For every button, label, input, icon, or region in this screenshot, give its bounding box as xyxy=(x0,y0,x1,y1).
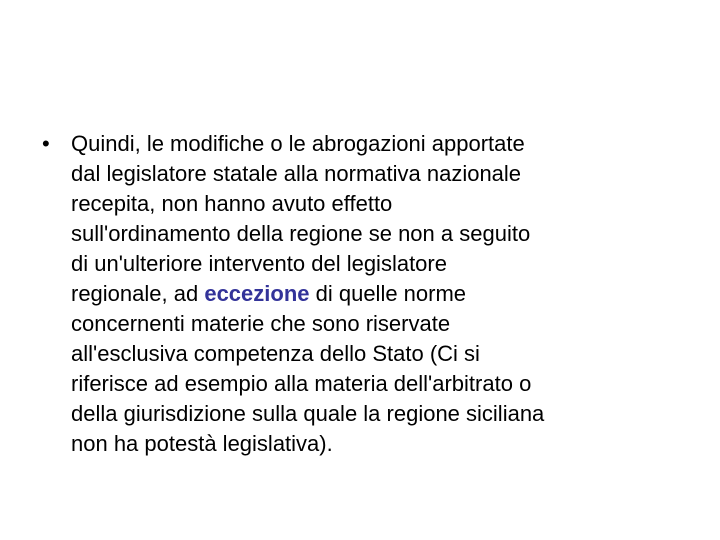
text-segment: di quelle norme xyxy=(309,281,467,306)
text-line: riferisce ad esempio alla materia dell'arbitrato o xyxy=(71,371,532,396)
bullet-icon: • xyxy=(42,131,50,156)
text-line: della giurisdizione sulla quale la regione siciliana xyxy=(71,401,545,426)
text-line: sull'ordinamento della regione se non a seguito xyxy=(71,221,531,246)
text-line: recepita, non hanno avuto effetto xyxy=(71,191,393,216)
text-line xyxy=(71,279,466,309)
highlighted-word: eccezione xyxy=(204,281,310,306)
text-line: di un'ulteriore intervento del legislatore xyxy=(71,251,447,276)
text-line: concernenti materie che sono riservate xyxy=(71,311,451,336)
text-line: Quindi, le modifiche o le abrogazioni apportate xyxy=(71,131,525,156)
text-line: dal legislatore statale alla normativa nazionale xyxy=(71,161,522,186)
text-line: all'esclusiva competenza dello Stato (Ci si xyxy=(71,341,480,366)
text-segment: regionale, ad xyxy=(71,281,205,306)
text-line: non ha potestà legislativa). xyxy=(71,431,333,456)
